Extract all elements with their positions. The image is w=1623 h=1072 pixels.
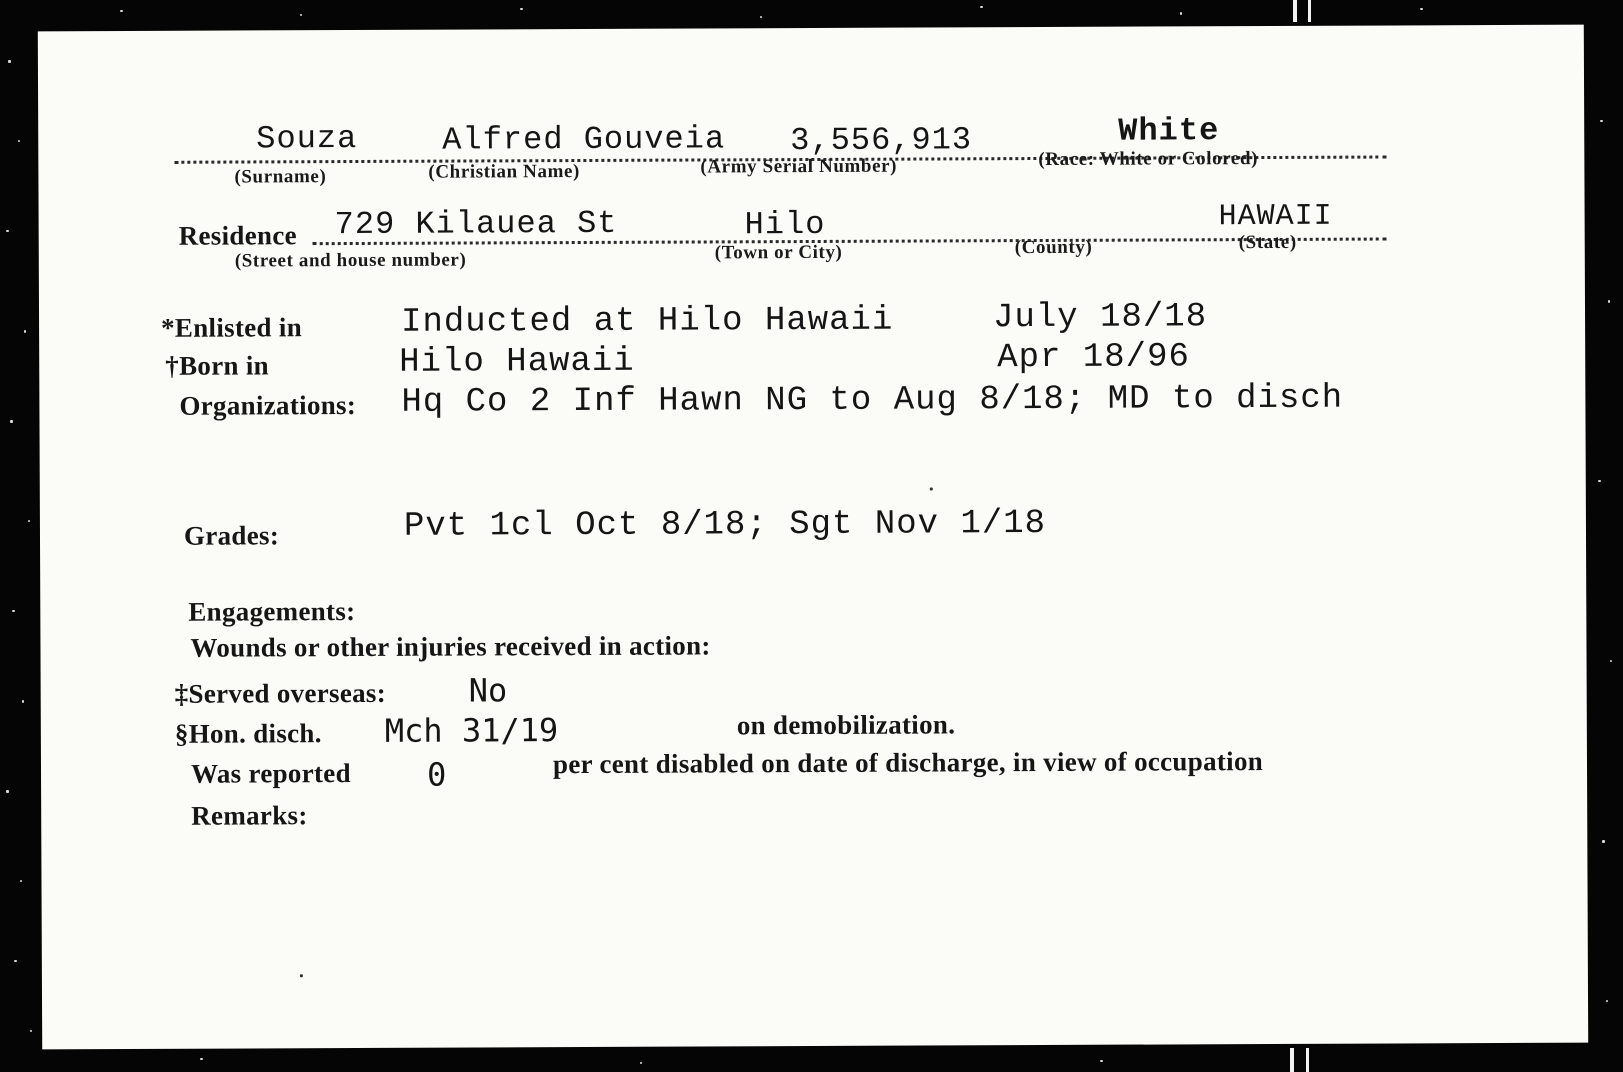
enlisted-label: *Enlisted in (161, 312, 303, 343)
state-value: HAWAII (1218, 199, 1333, 235)
remarks-label: Remarks: (191, 800, 308, 831)
born-date: Apr 18/96 (997, 338, 1190, 378)
disability-suffix: per cent disabled on date of discharge, in view of occupation (552, 746, 1264, 780)
grades-label: Grades: (183, 520, 280, 551)
town-caption: (Town or City) (714, 241, 843, 264)
county-caption: (County) (1014, 236, 1093, 259)
race-caption: (Race: White or Colored) (1038, 148, 1259, 171)
discharge-date: Mch 31/19 (384, 711, 559, 750)
wounds-label: Wounds or other injuries received in action: (190, 630, 711, 663)
serial-number-caption: (Army Serial Number) (700, 155, 898, 178)
engagements-label: Engagements: (188, 595, 356, 627)
served-overseas-label: ‡Served overseas: (174, 677, 387, 709)
service-record-card (38, 25, 1588, 1050)
serial-number-value: 3,556,913 (790, 121, 973, 160)
christian-name-caption: (Christian Name) (428, 161, 581, 183)
race-value: White (1118, 112, 1220, 150)
organizations-value: Hq Co 2 Inf Hawn NG to Aug 8/18; MD to disch (401, 379, 1344, 422)
disability-label: Was reported (190, 758, 351, 789)
street-caption: (Street and house number) (234, 249, 467, 272)
stray-mark (300, 974, 303, 977)
discharge-label: §Hon. disch. (174, 718, 322, 749)
residence-label: Residence (178, 220, 297, 251)
christian-name-value: Alfred Gouveia (442, 120, 726, 159)
born-place: Hilo Hawaii (399, 342, 635, 382)
enlisted-value: Inducted at Hilo Hawaii (400, 301, 894, 342)
discharge-reason: on demobilization. (736, 709, 956, 741)
town-value: Hilo (744, 205, 826, 244)
born-label: †Born in (165, 350, 269, 381)
state-caption: (State) (1238, 231, 1297, 254)
grades-value: Pvt 1cl Oct 8/18; Sgt Nov 1/18 (403, 504, 1047, 546)
stray-mark (930, 487, 933, 490)
disability-value: 0 (426, 755, 447, 794)
street-value: 729 Kilauea St (334, 204, 618, 244)
organizations-label: Organizations: (179, 389, 357, 421)
surname-value: Souza (256, 119, 358, 158)
served-overseas-value: No (468, 671, 508, 710)
enlisted-date: July 18/18 (992, 298, 1208, 338)
surname-caption: (Surname) (234, 166, 327, 188)
